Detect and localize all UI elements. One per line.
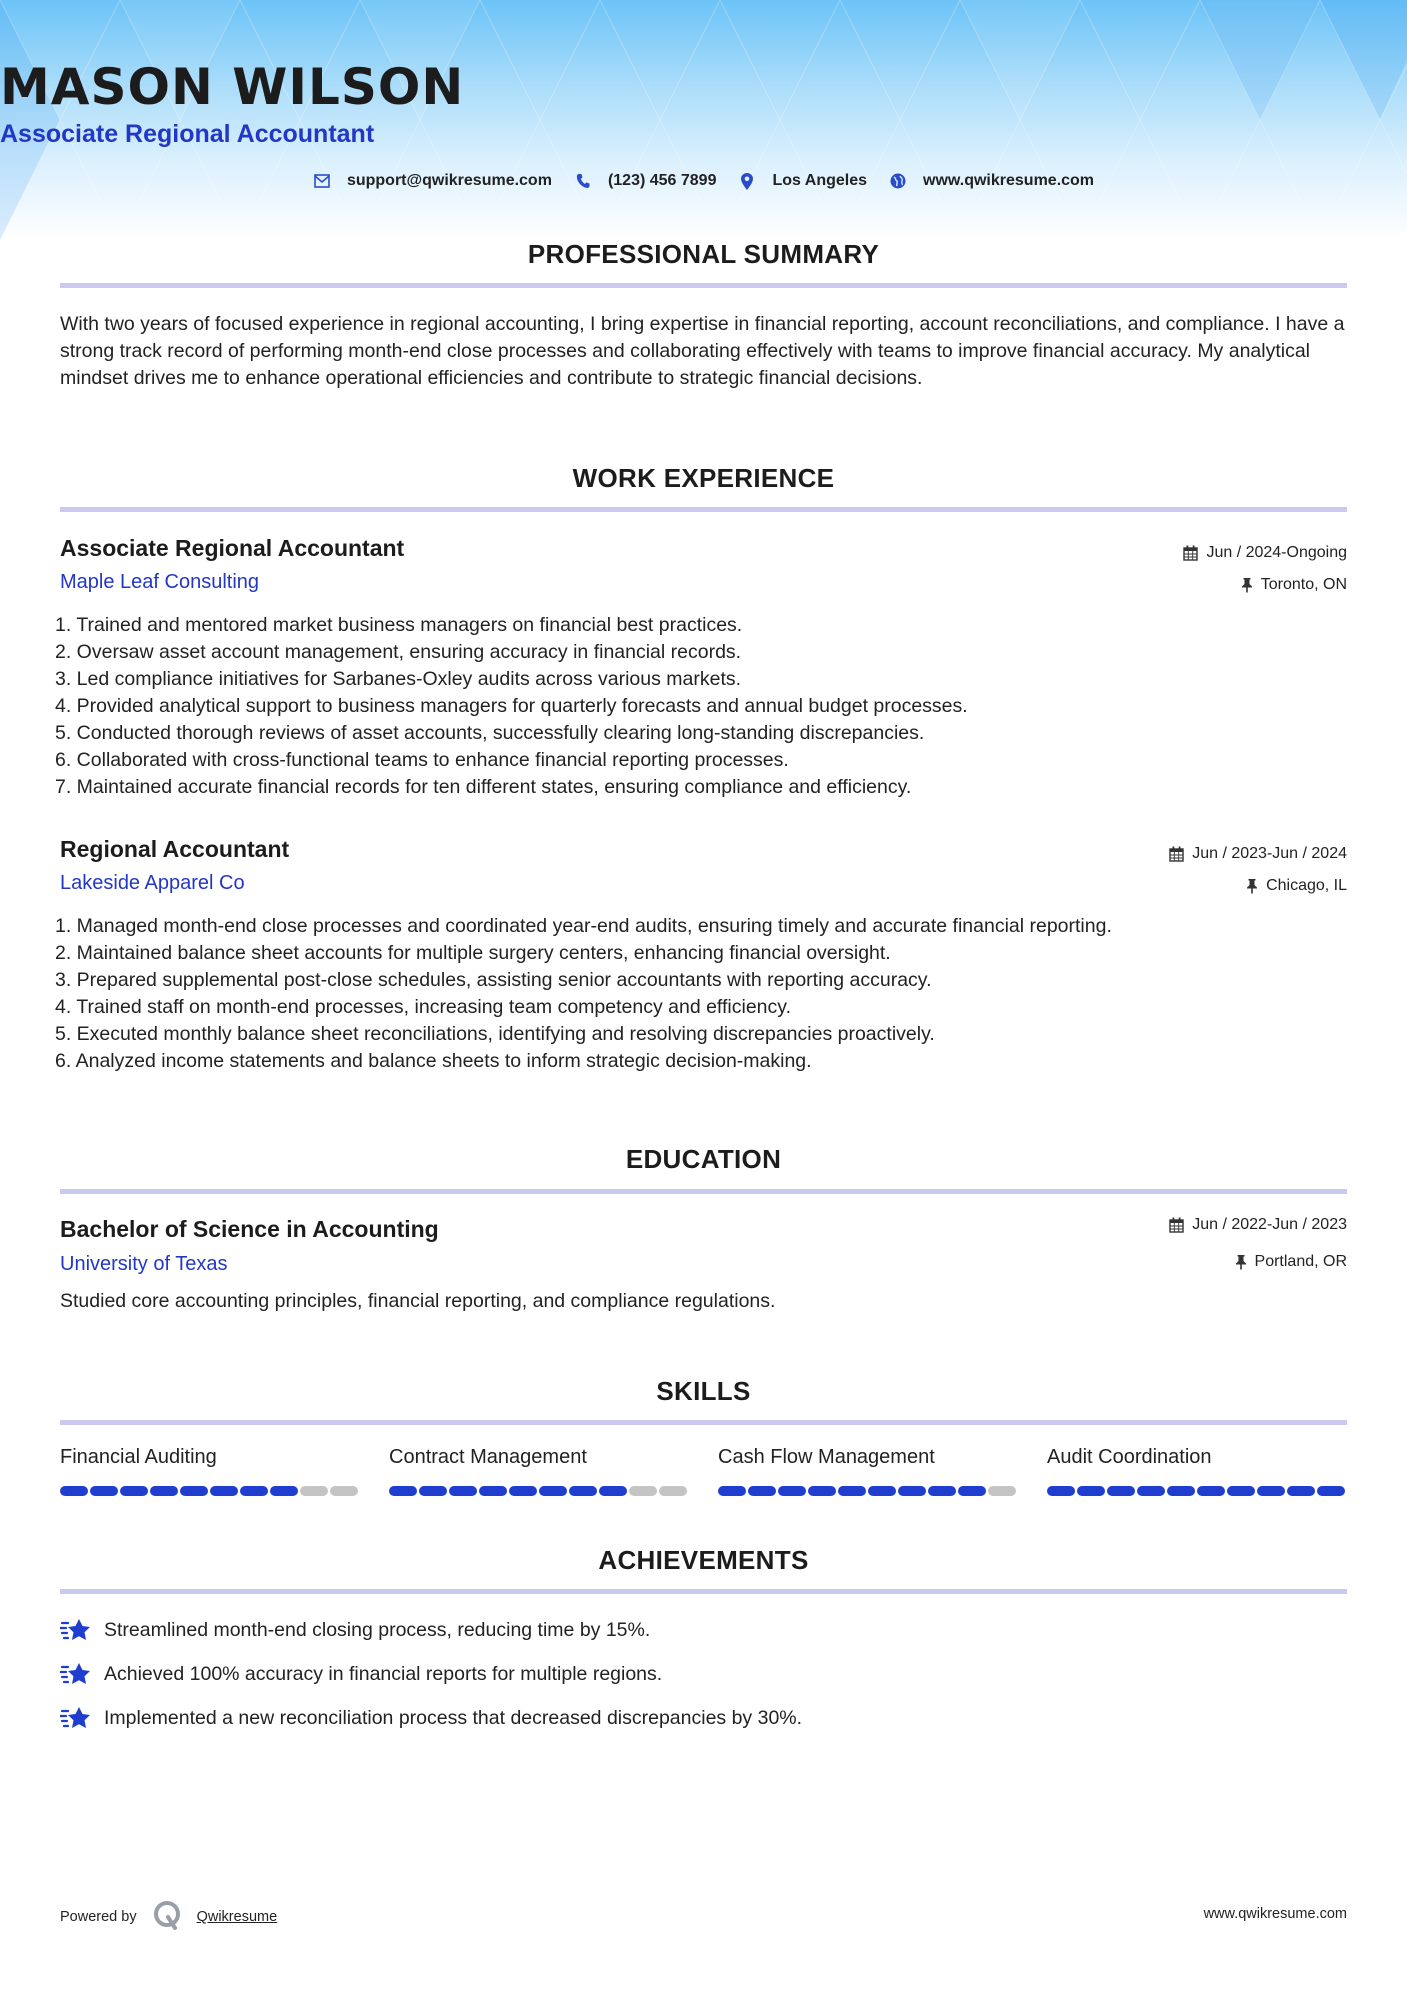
skill-segment-filled — [808, 1486, 836, 1496]
skill-segment-empty — [300, 1486, 328, 1496]
candidate-title: Associate Regional Accountant — [0, 120, 375, 148]
skill-name: Cash Flow Management — [718, 1446, 935, 1468]
company-name: Maple Leaf Consulting — [60, 571, 260, 593]
footer-website[interactable]: www.qwikresume.com — [1203, 1906, 1347, 1922]
skill-segment-filled — [1257, 1486, 1285, 1496]
skill-segment-filled — [1047, 1486, 1075, 1496]
skill-segment-filled — [928, 1486, 956, 1496]
phone-text: (123) 456 7899 — [607, 172, 717, 189]
skill-segment-filled — [479, 1486, 507, 1496]
skill-name: Contract Management — [389, 1446, 587, 1468]
list-item: 2. Oversaw asset account management, ensuring accuracy in financial records. — [55, 641, 742, 663]
contact-phone[interactable] — [574, 172, 717, 190]
education-description: Studied core accounting principles, financial reporting, and compliance regulations. — [60, 1290, 776, 1312]
skill-segment-filled — [1137, 1486, 1165, 1496]
job-dates — [1169, 845, 1347, 863]
achievement-item — [60, 1704, 802, 1732]
skill-segment-empty — [659, 1486, 687, 1496]
qwikresume-link[interactable]: Qwikresume — [196, 1909, 278, 1925]
skill-item — [718, 1446, 1018, 1496]
contact-location — [738, 172, 867, 190]
section-divider — [60, 507, 1347, 512]
list-item: 6. Collaborated with cross-functional teams to enhance financial reporting processes. — [55, 749, 789, 771]
footer-powered-by — [60, 1900, 277, 1934]
list-item: 6. Analyzed income statements and balance sheets to inform strategic decision-making. — [55, 1050, 812, 1072]
skill-rating-bar — [718, 1486, 1018, 1496]
qwikresume-logo-icon — [153, 1900, 183, 1934]
skill-rating-bar — [389, 1486, 689, 1496]
section-heading-summary: PROFESSIONAL SUMMARY — [527, 239, 880, 269]
section-heading-experience: WORK EXPERIENCE — [572, 463, 835, 493]
section-divider — [60, 1420, 1347, 1425]
skill-segment-filled — [898, 1486, 926, 1496]
job-location-text: Chicago, IL — [1266, 877, 1347, 894]
skill-name: Audit Coordination — [1047, 1446, 1212, 1468]
contact-email[interactable] — [313, 172, 552, 190]
star-icon — [60, 1704, 92, 1732]
skill-segment-filled — [90, 1486, 118, 1496]
contact-website[interactable] — [889, 172, 1094, 190]
job-bullets — [55, 913, 1345, 1075]
skill-segment-empty — [330, 1486, 358, 1496]
skill-segment-filled — [599, 1486, 627, 1496]
envelope-icon — [313, 172, 331, 190]
list-item: 5. Executed monthly balance sheet reconciliations, identifying and resolving discrepancies proactively. — [55, 1023, 935, 1045]
skill-segment-filled — [1317, 1486, 1345, 1496]
section-divider — [60, 1589, 1347, 1594]
section-divider — [60, 283, 1347, 288]
section-heading-education: EDUCATION — [625, 1144, 782, 1174]
phone-icon — [574, 172, 592, 190]
degree-title: Bachelor of Science in Accounting — [60, 1216, 439, 1242]
list-item: 5. Conducted thorough reviews of asset accounts, successfully clearing long-standing discrepancies. — [55, 722, 925, 744]
map-pin-icon — [738, 172, 756, 190]
job-bullets — [55, 612, 1345, 801]
list-item: 2. Maintained balance sheet accounts for multiple surgery centers, enhancing financial oversight. — [55, 942, 891, 964]
list-item: 3. Led compliance initiatives for Sarbanes-Oxley audits across various markets. — [55, 668, 742, 690]
calendar-icon — [1183, 545, 1198, 561]
job-title: Associate Regional Accountant — [60, 535, 405, 561]
calendar-icon — [1169, 1217, 1184, 1233]
job-dates-text: Jun / 2024-Ongoing — [1206, 544, 1347, 561]
skill-segment-filled — [539, 1486, 567, 1496]
job-location — [1241, 576, 1347, 594]
skill-segment-filled — [60, 1486, 88, 1496]
list-item: 1. Trained and mentored market business managers on financial best practices. — [55, 614, 743, 636]
achievement-text: Implemented a new reconciliation process that decreased discrepancies by 30%. — [104, 1706, 803, 1729]
company-name: Lakeside Apparel Co — [60, 872, 245, 894]
achievement-item — [60, 1616, 650, 1644]
skill-segment-filled — [868, 1486, 896, 1496]
calendar-icon — [1169, 846, 1184, 862]
skill-rating-bar — [1047, 1486, 1347, 1496]
job-title: Regional Accountant — [60, 836, 290, 862]
skill-segment-filled — [509, 1486, 537, 1496]
skill-segment-filled — [1287, 1486, 1315, 1496]
job-dates-text: Jun / 2023-Jun / 2024 — [1192, 845, 1347, 862]
skill-segment-filled — [1197, 1486, 1225, 1496]
powered-by-label: Powered by — [60, 1909, 137, 1925]
skill-segment-filled — [150, 1486, 178, 1496]
skill-segment-filled — [1077, 1486, 1105, 1496]
skill-segment-filled — [748, 1486, 776, 1496]
location-text: Los Angeles — [772, 172, 868, 189]
skill-item — [389, 1446, 689, 1496]
contact-bar — [0, 172, 1407, 190]
skill-rating-bar — [60, 1486, 360, 1496]
section-heading-skills: SKILLS — [656, 1376, 751, 1406]
skill-name: Financial Auditing — [60, 1446, 217, 1468]
achievement-item — [60, 1660, 662, 1688]
skill-segment-filled — [120, 1486, 148, 1496]
section-heading-achievements: ACHIEVEMENTS — [598, 1545, 809, 1575]
list-item: 3. Prepared supplemental post-close schedules, assisting senior accountants with reporting accuracy. — [55, 969, 932, 991]
list-item: 4. Provided analytical support to business managers for quarterly forecasts and annual budget processes. — [55, 695, 968, 717]
skill-item — [1047, 1446, 1347, 1496]
skill-segment-filled — [569, 1486, 597, 1496]
pushpin-icon — [1235, 1254, 1247, 1270]
skill-segment-filled — [778, 1486, 806, 1496]
skill-segment-filled — [210, 1486, 238, 1496]
education-location-text: Portland, OR — [1254, 1253, 1347, 1270]
job-dates — [1183, 544, 1347, 562]
job-location — [1246, 877, 1347, 895]
skill-segment-filled — [449, 1486, 477, 1496]
list-item: 7. Maintained accurate financial records for ten different states, ensuring compliance and efficiency. — [55, 776, 912, 798]
skill-segment-filled — [1227, 1486, 1255, 1496]
star-icon — [60, 1660, 92, 1688]
skill-segment-filled — [180, 1486, 208, 1496]
star-icon — [60, 1616, 92, 1644]
website-text: www.qwikresume.com — [923, 172, 1095, 189]
skill-segment-empty — [629, 1486, 657, 1496]
skill-segment-filled — [718, 1486, 746, 1496]
skill-segment-empty — [988, 1486, 1016, 1496]
skills-list — [60, 1446, 1347, 1496]
skill-segment-filled — [419, 1486, 447, 1496]
skill-item — [60, 1446, 360, 1496]
achievement-text: Streamlined month-end closing process, reducing time by 15%. — [104, 1618, 651, 1641]
education-dates — [1169, 1216, 1347, 1234]
pushpin-icon — [1241, 577, 1253, 593]
pushpin-icon — [1246, 878, 1258, 894]
skill-segment-filled — [270, 1486, 298, 1496]
skill-segment-filled — [838, 1486, 866, 1496]
section-divider — [60, 1189, 1347, 1194]
skill-segment-filled — [958, 1486, 986, 1496]
education-location — [1235, 1253, 1347, 1271]
skill-segment-filled — [240, 1486, 268, 1496]
skill-segment-filled — [1107, 1486, 1135, 1496]
list-item: 1. Managed month-end close processes and coordinated year-end audits, ensuring timely and accurate financial reporting. — [55, 915, 1112, 937]
skill-segment-filled — [1167, 1486, 1195, 1496]
summary-text: With two years of focused experience in regional accounting, I bring expertise in financial reporting, account reconciliations, and compliance. I have a strong track record of performing month-end close processes and collaborating effectively with teams to improve financial accuracy. My analytical mindset drives me to enhance operational efficiencies and contribute to strategic financial decisions. — [60, 313, 1345, 389]
candidate-name: MASON WILSON — [0, 58, 465, 116]
school-name: University of Texas — [60, 1253, 228, 1275]
job-location-text: Toronto, ON — [1260, 576, 1347, 593]
education-dates-text: Jun / 2022-Jun / 2023 — [1192, 1216, 1347, 1233]
list-item: 4. Trained staff on month-end processes, increasing team competency and efficiency. — [55, 996, 791, 1018]
skill-segment-filled — [389, 1486, 417, 1496]
globe-icon — [889, 172, 907, 190]
achievement-text: Achieved 100% accuracy in financial reports for multiple regions. — [104, 1662, 663, 1685]
email-text: support@qwikresume.com — [346, 172, 552, 189]
